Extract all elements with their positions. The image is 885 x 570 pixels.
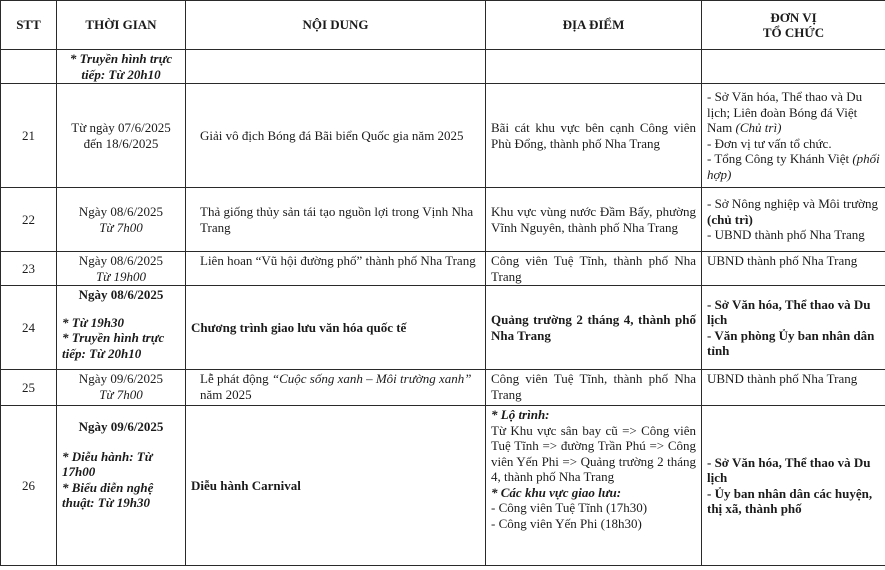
time-line: Ngày 09/6/2025 <box>78 371 164 386</box>
cell-stt: 23 <box>1 252 57 286</box>
cell-time <box>57 286 186 370</box>
time-line: * Biểu diễn nghệ thuật: Từ 19h30 <box>62 479 154 510</box>
cell-org <box>702 286 885 370</box>
cell-org <box>702 84 885 188</box>
cell-content: Giải vô địch Bóng đá Bãi biển Quốc gia năm 2025 <box>186 84 486 188</box>
table-row <box>1 84 885 188</box>
time-line: Từ 7h00 <box>99 219 143 235</box>
header-org: ĐƠN VỊ TỔ CHỨC <box>702 1 885 50</box>
org-role: (chủ trì) <box>707 211 753 227</box>
table-row <box>1 252 885 286</box>
cell-location <box>486 406 702 566</box>
org-role: (phối hợp) <box>707 151 880 182</box>
cell-content: Thả giống thủy sản tái tạo nguồn lợi trong Vịnh Nha Trang <box>186 188 486 252</box>
table-row-continuation <box>1 50 885 84</box>
content-text: năm 2025 <box>200 386 252 402</box>
org-line: - Sở Văn hóa, Thể thao và Du lịch <box>707 454 871 485</box>
time-line: Ngày 08/6/2025 <box>78 253 164 268</box>
cell-content: Diễu hành Carnival <box>186 406 486 566</box>
cell-time <box>57 252 186 286</box>
time-line: Từ ngày 07/6/2025 <box>71 120 171 135</box>
cell-stt: 22 <box>1 188 57 252</box>
exchange-heading: * Các khu vực giao lưu: <box>491 484 622 500</box>
cell-org: UBND thành phố Nha Trang <box>702 370 885 406</box>
route-text: Từ Khu vực sân bay cũ => Công viên Tuệ Tĩnh => đường Trần Phú => Công viên Yến Phi => Quảng trường 2 tháng 4, thành phố Nha Trang <box>491 422 696 484</box>
org-line: - Sở Văn hóa, Thể thao và Du lịch <box>707 296 871 327</box>
cell-stt: 25 <box>1 370 57 406</box>
route-heading: * Lộ trình: <box>491 407 550 422</box>
table-row <box>1 406 885 566</box>
time-line: đến 18/6/2025 <box>83 135 159 151</box>
time-line: Ngày 08/6/2025 <box>78 287 164 302</box>
cell-content <box>186 50 486 84</box>
time-line: * Diễu hành: Từ 17h00 <box>62 448 153 479</box>
cell-location: Bãi cát khu vực bên cạnh Công viên Phù Đổng, thành phố Nha Trang <box>486 84 702 188</box>
cell-time <box>57 84 186 188</box>
exchange-item: - Công viên Yến Phi (18h30) <box>491 515 642 531</box>
org-line: - UBND thành phố Nha Trang <box>707 227 865 243</box>
org-line: - Ủy ban nhân dân các huyện, thị xã, thành phố <box>707 485 873 516</box>
org-line: - Sở Văn hóa, Thể thao và Du lịch; Liên đoàn Bóng đá Việt Nam <box>707 89 863 135</box>
cell-location: Công viên Tuệ Tĩnh, thành phố Nha Trang <box>486 252 702 286</box>
time-line: * Từ 19h30 <box>62 314 124 330</box>
content-slogan: “Cuộc sống xanh – Môi trường xanh” <box>271 371 472 386</box>
time-line: Ngày 09/6/2025 <box>78 419 164 434</box>
cell-stt: 26 <box>1 406 57 566</box>
content-text: Lễ phát động <box>200 371 272 386</box>
cell-location: Khu vực vùng nước Đầm Bấy, phường Vĩnh Nguyên, thành phố Nha Trang <box>486 188 702 252</box>
cell-org <box>702 50 885 84</box>
table-row <box>1 188 885 252</box>
header-content: NỘI DUNG <box>186 1 486 50</box>
cell-time <box>57 188 186 252</box>
time-line: Từ 19h00 <box>95 268 147 284</box>
table-row <box>1 370 885 406</box>
cell-stt: 21 <box>1 84 57 188</box>
cell-org <box>702 188 885 252</box>
cell-location: Công viên Tuệ Tĩnh, thành phố Nha Trang <box>486 370 702 406</box>
cell-org <box>702 406 885 566</box>
cell-time <box>57 370 186 406</box>
org-line: - Sở Nông nghiệp và Môi trường <box>707 196 879 212</box>
cell-time <box>57 406 186 566</box>
table-row <box>1 286 885 370</box>
header-time: THỜI GIAN <box>57 1 186 50</box>
org-role: (Chủ trì) <box>735 120 782 135</box>
org-line: - Tổng Công ty Khánh Việt <box>707 151 853 166</box>
cell-stt <box>1 50 57 84</box>
time-line: * Truyền hình trực tiếp: Từ 20h10 <box>62 330 165 361</box>
header-stt: STT <box>1 1 57 50</box>
exchange-item: - Công viên Tuệ Tĩnh (17h30) <box>491 500 648 515</box>
cell-content: Liên hoan “Vũ hội đường phố” thành phố Nha Trang <box>186 252 486 286</box>
time-line: Ngày 08/6/2025 <box>78 204 164 219</box>
cell-stt: 24 <box>1 286 57 370</box>
cell-time: * Truyền hình trực tiếp: Từ 20h10 <box>57 50 186 84</box>
cell-content: Chương trình giao lưu văn hóa quốc tế <box>186 286 486 370</box>
cell-location: Quảng trường 2 tháng 4, thành phố Nha Trang <box>486 286 702 370</box>
org-line: - Đơn vị tư vấn tổ chức. <box>707 135 832 151</box>
cell-content <box>186 370 486 406</box>
header-location: ĐỊA ĐIỂM <box>486 1 702 50</box>
cell-org: UBND thành phố Nha Trang <box>702 252 885 286</box>
time-line: Từ 7h00 <box>99 386 143 402</box>
cell-location <box>486 50 702 84</box>
header-row <box>1 1 885 50</box>
org-line: - Văn phòng Ủy ban nhân dân tỉnh <box>707 327 875 358</box>
